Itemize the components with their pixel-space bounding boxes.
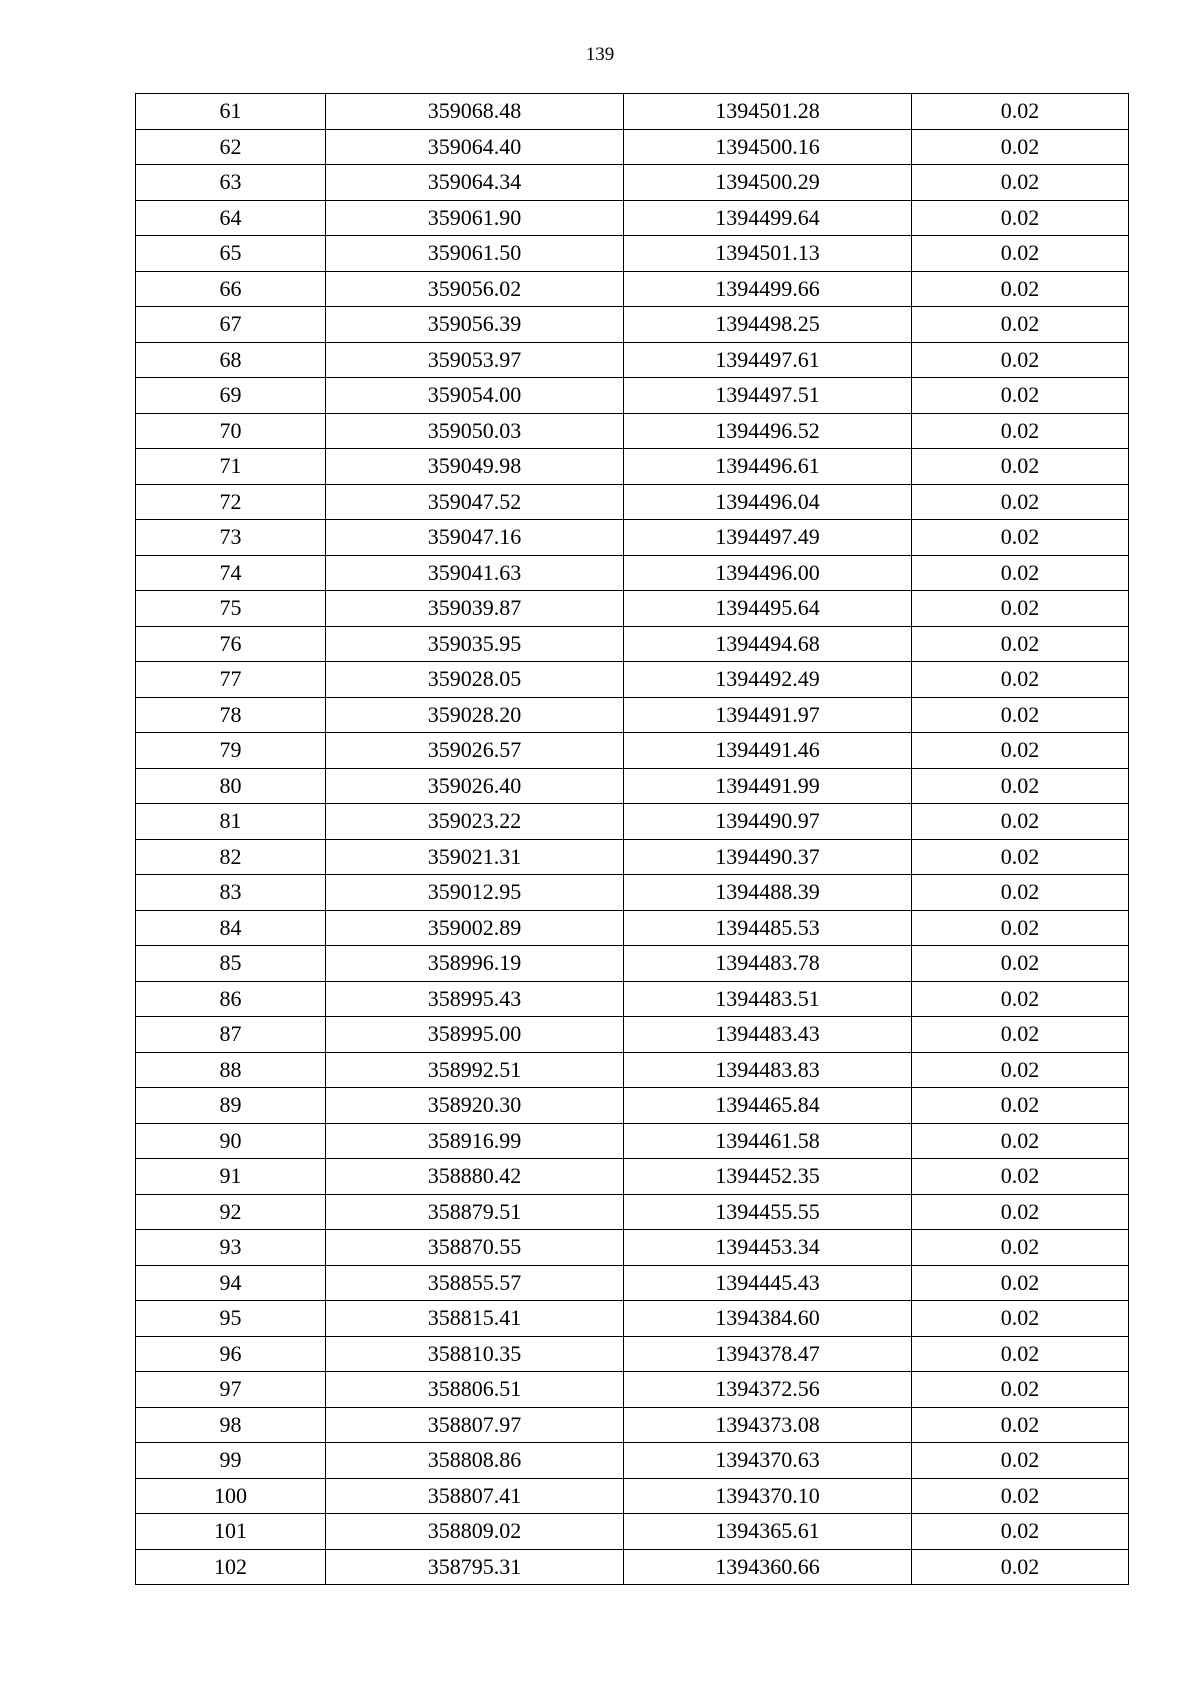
table-row (136, 1478, 1129, 1514)
point-number-cell: 89 (136, 1088, 326, 1124)
error-value-cell: 0.02 (912, 449, 1129, 485)
error-value-cell: 0.02 (912, 768, 1129, 804)
error-value-cell: 0.02 (912, 1478, 1129, 1514)
y-coordinate-cell: 1394497.49 (624, 520, 912, 556)
error-value-cell: 0.02 (912, 626, 1129, 662)
table-row (136, 1372, 1129, 1408)
point-number-cell: 97 (136, 1372, 326, 1408)
x-coordinate-cell: 359002.89 (326, 910, 624, 946)
error-value-cell: 0.02 (912, 165, 1129, 201)
table-row (136, 1123, 1129, 1159)
error-value-cell: 0.02 (912, 1265, 1129, 1301)
x-coordinate-cell: 358995.00 (326, 1017, 624, 1053)
y-coordinate-cell: 1394501.28 (624, 94, 912, 130)
point-number-cell: 99 (136, 1443, 326, 1479)
point-number-cell: 82 (136, 839, 326, 875)
x-coordinate-cell: 358810.35 (326, 1336, 624, 1372)
y-coordinate-cell: 1394378.47 (624, 1336, 912, 1372)
y-coordinate-cell: 1394384.60 (624, 1301, 912, 1337)
table-row (136, 1336, 1129, 1372)
error-value-cell: 0.02 (912, 1017, 1129, 1053)
point-number-cell: 83 (136, 875, 326, 911)
x-coordinate-cell: 359049.98 (326, 449, 624, 485)
error-value-cell: 0.02 (912, 910, 1129, 946)
x-coordinate-cell: 359061.50 (326, 236, 624, 272)
point-number-cell: 63 (136, 165, 326, 201)
table-row (136, 307, 1129, 343)
error-value-cell: 0.02 (912, 1194, 1129, 1230)
x-coordinate-cell: 359047.52 (326, 484, 624, 520)
error-value-cell: 0.02 (912, 520, 1129, 556)
y-coordinate-cell: 1394500.16 (624, 129, 912, 165)
table-row (136, 1017, 1129, 1053)
point-number-cell: 67 (136, 307, 326, 343)
y-coordinate-cell: 1394497.61 (624, 342, 912, 378)
y-coordinate-cell: 1394491.97 (624, 697, 912, 733)
point-number-cell: 100 (136, 1478, 326, 1514)
point-number-cell: 94 (136, 1265, 326, 1301)
error-value-cell: 0.02 (912, 981, 1129, 1017)
point-number-cell: 80 (136, 768, 326, 804)
table-row (136, 1443, 1129, 1479)
error-value-cell: 0.02 (912, 733, 1129, 769)
point-number-cell: 77 (136, 662, 326, 698)
y-coordinate-cell: 1394483.51 (624, 981, 912, 1017)
error-value-cell: 0.02 (912, 1372, 1129, 1408)
error-value-cell: 0.02 (912, 94, 1129, 130)
error-value-cell: 0.02 (912, 129, 1129, 165)
y-coordinate-cell: 1394445.43 (624, 1265, 912, 1301)
x-coordinate-cell: 358870.55 (326, 1230, 624, 1266)
coordinates-table (135, 93, 1129, 1585)
y-coordinate-cell: 1394498.25 (624, 307, 912, 343)
point-number-cell: 76 (136, 626, 326, 662)
error-value-cell: 0.02 (912, 271, 1129, 307)
table-row (136, 1407, 1129, 1443)
y-coordinate-cell: 1394483.83 (624, 1052, 912, 1088)
x-coordinate-cell: 359064.40 (326, 129, 624, 165)
error-value-cell: 0.02 (912, 591, 1129, 627)
table-row (136, 1549, 1129, 1585)
y-coordinate-cell: 1394494.68 (624, 626, 912, 662)
error-value-cell: 0.02 (912, 1514, 1129, 1550)
x-coordinate-cell: 358815.41 (326, 1301, 624, 1337)
error-value-cell: 0.02 (912, 946, 1129, 982)
point-number-cell: 85 (136, 946, 326, 982)
y-coordinate-cell: 1394483.78 (624, 946, 912, 982)
error-value-cell: 0.02 (912, 1336, 1129, 1372)
y-coordinate-cell: 1394370.63 (624, 1443, 912, 1479)
y-coordinate-cell: 1394497.51 (624, 378, 912, 414)
table-row (136, 946, 1129, 982)
x-coordinate-cell: 359056.02 (326, 271, 624, 307)
x-coordinate-cell: 359068.48 (326, 94, 624, 130)
table-row (136, 1514, 1129, 1550)
table-row (136, 200, 1129, 236)
x-coordinate-cell: 359026.40 (326, 768, 624, 804)
error-value-cell: 0.02 (912, 1407, 1129, 1443)
table-row (136, 342, 1129, 378)
point-number-cell: 65 (136, 236, 326, 272)
table-row (136, 271, 1129, 307)
y-coordinate-cell: 1394496.04 (624, 484, 912, 520)
y-coordinate-cell: 1394499.66 (624, 271, 912, 307)
y-coordinate-cell: 1394500.29 (624, 165, 912, 201)
table-row (136, 1159, 1129, 1195)
page-number: 139 (585, 44, 615, 65)
point-number-cell: 95 (136, 1301, 326, 1337)
point-number-cell: 78 (136, 697, 326, 733)
table-row (136, 697, 1129, 733)
y-coordinate-cell: 1394485.53 (624, 910, 912, 946)
x-coordinate-cell: 359028.05 (326, 662, 624, 698)
table-row (136, 839, 1129, 875)
error-value-cell: 0.02 (912, 1052, 1129, 1088)
x-coordinate-cell: 358992.51 (326, 1052, 624, 1088)
x-coordinate-cell: 359056.39 (326, 307, 624, 343)
table-row (136, 1088, 1129, 1124)
error-value-cell: 0.02 (912, 342, 1129, 378)
y-coordinate-cell: 1394461.58 (624, 1123, 912, 1159)
error-value-cell: 0.02 (912, 484, 1129, 520)
error-value-cell: 0.02 (912, 555, 1129, 591)
y-coordinate-cell: 1394491.46 (624, 733, 912, 769)
x-coordinate-cell: 359021.31 (326, 839, 624, 875)
x-coordinate-cell: 358879.51 (326, 1194, 624, 1230)
error-value-cell: 0.02 (912, 839, 1129, 875)
error-value-cell: 0.02 (912, 378, 1129, 414)
y-coordinate-cell: 1394501.13 (624, 236, 912, 272)
error-value-cell: 0.02 (912, 1123, 1129, 1159)
table-row (136, 1230, 1129, 1266)
table-row (136, 910, 1129, 946)
table-row (136, 768, 1129, 804)
table-row (136, 378, 1129, 414)
point-number-cell: 96 (136, 1336, 326, 1372)
y-coordinate-cell: 1394365.61 (624, 1514, 912, 1550)
x-coordinate-cell: 359012.95 (326, 875, 624, 911)
point-number-cell: 101 (136, 1514, 326, 1550)
x-coordinate-cell: 358807.41 (326, 1478, 624, 1514)
point-number-cell: 87 (136, 1017, 326, 1053)
y-coordinate-cell: 1394373.08 (624, 1407, 912, 1443)
point-number-cell: 93 (136, 1230, 326, 1266)
y-coordinate-cell: 1394483.43 (624, 1017, 912, 1053)
point-number-cell: 90 (136, 1123, 326, 1159)
point-number-cell: 64 (136, 200, 326, 236)
point-number-cell: 62 (136, 129, 326, 165)
x-coordinate-cell: 359061.90 (326, 200, 624, 236)
y-coordinate-cell: 1394490.97 (624, 804, 912, 840)
table-row (136, 662, 1129, 698)
point-number-cell: 74 (136, 555, 326, 591)
coordinates-table-body (136, 94, 1129, 1585)
y-coordinate-cell: 1394492.49 (624, 662, 912, 698)
y-coordinate-cell: 1394455.55 (624, 1194, 912, 1230)
x-coordinate-cell: 358880.42 (326, 1159, 624, 1195)
point-number-cell: 91 (136, 1159, 326, 1195)
error-value-cell: 0.02 (912, 236, 1129, 272)
point-number-cell: 88 (136, 1052, 326, 1088)
table-row (136, 165, 1129, 201)
y-coordinate-cell: 1394490.37 (624, 839, 912, 875)
error-value-cell: 0.02 (912, 200, 1129, 236)
point-number-cell: 70 (136, 413, 326, 449)
table-row (136, 875, 1129, 911)
x-coordinate-cell: 359050.03 (326, 413, 624, 449)
y-coordinate-cell: 1394372.56 (624, 1372, 912, 1408)
error-value-cell: 0.02 (912, 307, 1129, 343)
point-number-cell: 81 (136, 804, 326, 840)
x-coordinate-cell: 359054.00 (326, 378, 624, 414)
error-value-cell: 0.02 (912, 1159, 1129, 1195)
point-number-cell: 79 (136, 733, 326, 769)
y-coordinate-cell: 1394491.99 (624, 768, 912, 804)
table-row (136, 1052, 1129, 1088)
point-number-cell: 72 (136, 484, 326, 520)
x-coordinate-cell: 358809.02 (326, 1514, 624, 1550)
x-coordinate-cell: 359028.20 (326, 697, 624, 733)
x-coordinate-cell: 358795.31 (326, 1549, 624, 1585)
error-value-cell: 0.02 (912, 1088, 1129, 1124)
table-row (136, 1194, 1129, 1230)
x-coordinate-cell: 359026.57 (326, 733, 624, 769)
y-coordinate-cell: 1394499.64 (624, 200, 912, 236)
x-coordinate-cell: 359039.87 (326, 591, 624, 627)
y-coordinate-cell: 1394452.35 (624, 1159, 912, 1195)
table-row (136, 591, 1129, 627)
table-row (136, 129, 1129, 165)
table-row (136, 733, 1129, 769)
x-coordinate-cell: 359041.63 (326, 555, 624, 591)
x-coordinate-cell: 358807.97 (326, 1407, 624, 1443)
table-row (136, 555, 1129, 591)
y-coordinate-cell: 1394360.66 (624, 1549, 912, 1585)
table-row (136, 484, 1129, 520)
table-row (136, 804, 1129, 840)
point-number-cell: 98 (136, 1407, 326, 1443)
x-coordinate-cell: 359053.97 (326, 342, 624, 378)
point-number-cell: 102 (136, 1549, 326, 1585)
y-coordinate-cell: 1394496.00 (624, 555, 912, 591)
point-number-cell: 68 (136, 342, 326, 378)
x-coordinate-cell: 358855.57 (326, 1265, 624, 1301)
point-number-cell: 86 (136, 981, 326, 1017)
x-coordinate-cell: 358806.51 (326, 1372, 624, 1408)
y-coordinate-cell: 1394370.10 (624, 1478, 912, 1514)
error-value-cell: 0.02 (912, 875, 1129, 911)
point-number-cell: 84 (136, 910, 326, 946)
table-row (136, 1265, 1129, 1301)
x-coordinate-cell: 359035.95 (326, 626, 624, 662)
table-row (136, 94, 1129, 130)
x-coordinate-cell: 358808.86 (326, 1443, 624, 1479)
y-coordinate-cell: 1394496.52 (624, 413, 912, 449)
table-row (136, 449, 1129, 485)
point-number-cell: 61 (136, 94, 326, 130)
y-coordinate-cell: 1394465.84 (624, 1088, 912, 1124)
error-value-cell: 0.02 (912, 1301, 1129, 1337)
error-value-cell: 0.02 (912, 697, 1129, 733)
error-value-cell: 0.02 (912, 413, 1129, 449)
table-row (136, 981, 1129, 1017)
x-coordinate-cell: 359047.16 (326, 520, 624, 556)
error-value-cell: 0.02 (912, 1549, 1129, 1585)
table-row (136, 520, 1129, 556)
x-coordinate-cell: 358916.99 (326, 1123, 624, 1159)
error-value-cell: 0.02 (912, 804, 1129, 840)
point-number-cell: 69 (136, 378, 326, 414)
error-value-cell: 0.02 (912, 1443, 1129, 1479)
x-coordinate-cell: 359064.34 (326, 165, 624, 201)
x-coordinate-cell: 359023.22 (326, 804, 624, 840)
point-number-cell: 92 (136, 1194, 326, 1230)
point-number-cell: 73 (136, 520, 326, 556)
table-row (136, 413, 1129, 449)
error-value-cell: 0.02 (912, 662, 1129, 698)
x-coordinate-cell: 358995.43 (326, 981, 624, 1017)
x-coordinate-cell: 358920.30 (326, 1088, 624, 1124)
table-row (136, 1301, 1129, 1337)
point-number-cell: 75 (136, 591, 326, 627)
y-coordinate-cell: 1394496.61 (624, 449, 912, 485)
error-value-cell: 0.02 (912, 1230, 1129, 1266)
y-coordinate-cell: 1394453.34 (624, 1230, 912, 1266)
y-coordinate-cell: 1394495.64 (624, 591, 912, 627)
y-coordinate-cell: 1394488.39 (624, 875, 912, 911)
table-row (136, 236, 1129, 272)
point-number-cell: 71 (136, 449, 326, 485)
x-coordinate-cell: 358996.19 (326, 946, 624, 982)
table-row (136, 626, 1129, 662)
point-number-cell: 66 (136, 271, 326, 307)
